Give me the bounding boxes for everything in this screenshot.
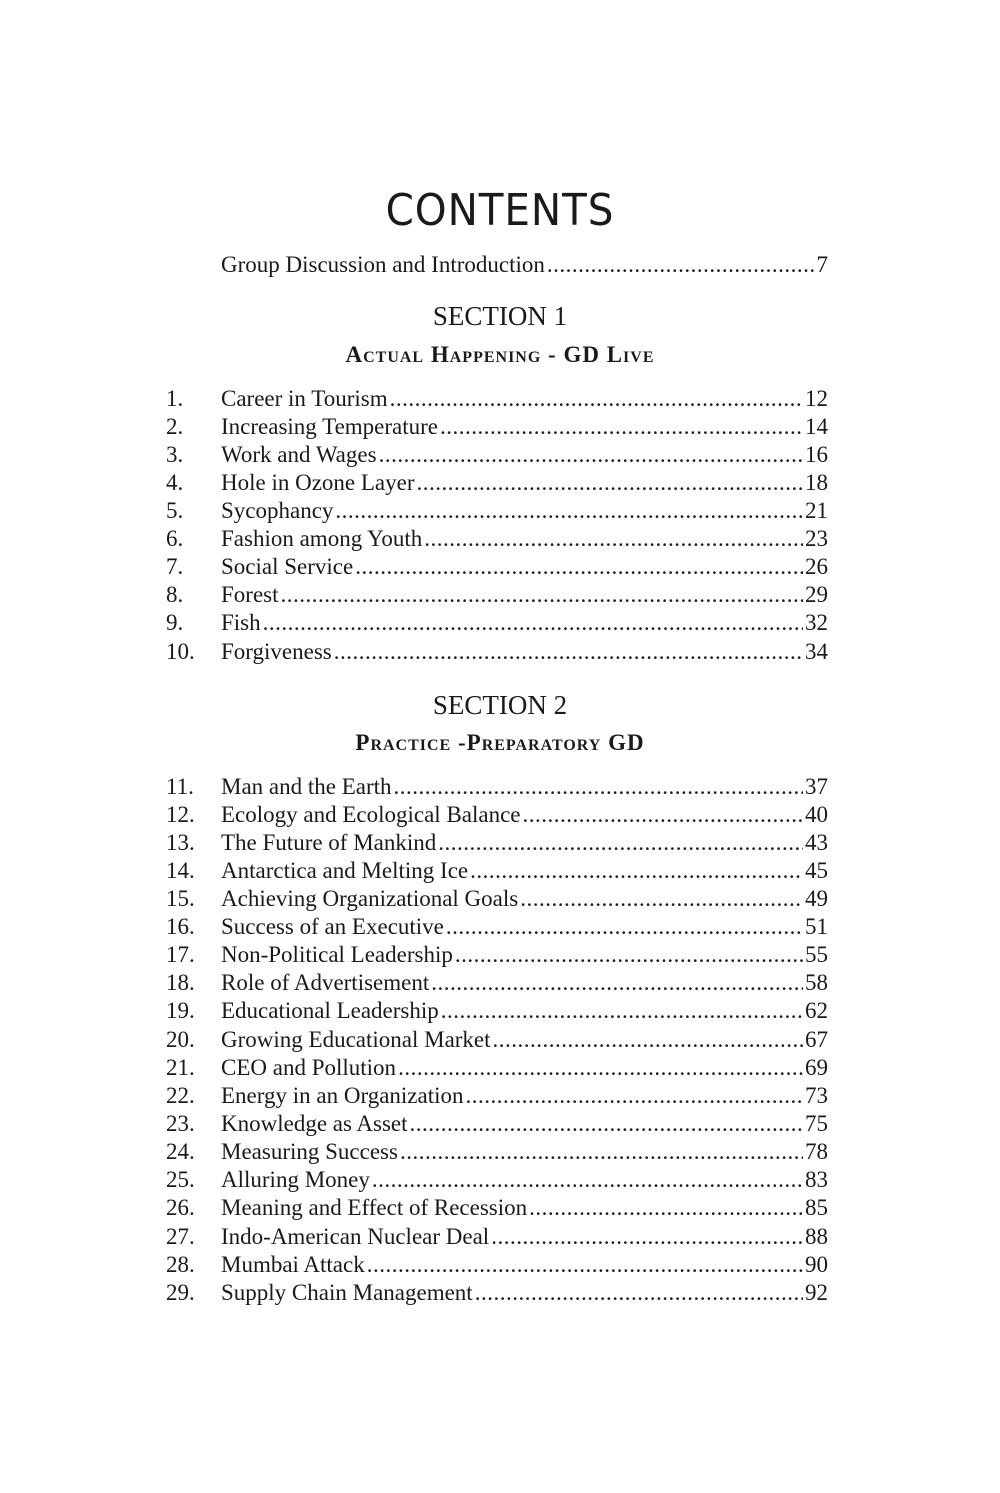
section-1-subheading: Actual Happening - GD Live — [345, 342, 655, 367]
dot-leader — [446, 913, 803, 941]
section-2-heading: SECTION 2 — [432, 690, 568, 720]
dot-leader — [390, 385, 803, 413]
dot-leader — [466, 1082, 804, 1110]
entry-page: 90 — [805, 1252, 828, 1277]
entry-number: 29. — [166, 1280, 195, 1305]
entry-number: 10. — [166, 639, 195, 664]
entry-title: Energy in an Organization — [221, 1083, 464, 1108]
entry-title: Increasing Temperature — [221, 414, 438, 439]
entry-page: 55 — [805, 942, 828, 967]
entry-title: Supply Chain Management — [221, 1280, 473, 1305]
entry-page: 73 — [805, 1083, 828, 1108]
entry-number: 25. — [166, 1167, 195, 1192]
entry-title: CEO and Pollution — [221, 1055, 397, 1080]
entry-number: 16. — [166, 914, 195, 939]
entry-number: 9. — [166, 610, 184, 635]
entry-number: 21. — [166, 1055, 195, 1080]
dot-leader — [431, 969, 803, 997]
toc-entry — [166, 997, 828, 1025]
toc-entry — [166, 829, 828, 857]
entry-page: 34 — [805, 639, 828, 664]
entry-page: 21 — [805, 498, 828, 523]
entry-number: 8. — [166, 582, 184, 607]
toc-entry — [166, 913, 828, 941]
dot-leader — [417, 469, 803, 497]
toc-entry — [166, 1082, 828, 1110]
entry-title: Ecology and Ecological Balance — [221, 802, 521, 827]
toc-entry — [166, 1251, 828, 1279]
dot-leader — [424, 525, 803, 553]
entry-title: Role of Advertisement — [221, 970, 430, 995]
dot-leader — [367, 1251, 803, 1279]
entry-page: 83 — [805, 1167, 828, 1192]
dot-leader — [400, 1138, 803, 1166]
entry-number: 1. — [166, 386, 184, 411]
toc-entry — [166, 1166, 828, 1194]
toc-entry — [166, 941, 828, 969]
dot-leader — [470, 857, 803, 885]
entry-number: 20. — [166, 1027, 195, 1052]
entry-title: Hole in Ozone Layer — [221, 470, 415, 495]
entry-page: 7 — [816, 252, 828, 277]
dot-leader — [491, 1223, 803, 1251]
entry-number: 24. — [166, 1139, 195, 1164]
dot-leader — [398, 1054, 803, 1082]
entry-page: 69 — [805, 1055, 828, 1080]
entry-page: 92 — [805, 1280, 828, 1305]
toc-entry — [166, 1138, 828, 1166]
entry-title: Forest — [221, 582, 279, 607]
entry-page: 49 — [805, 886, 828, 911]
entry-number: 6. — [166, 526, 184, 551]
dot-leader — [547, 251, 815, 279]
toc-entry — [166, 525, 828, 553]
toc-entry — [166, 553, 828, 581]
toc-entry — [166, 497, 828, 525]
entry-title: Indo-American Nuclear Deal — [221, 1224, 490, 1249]
entry-title: Mumbai Attack — [221, 1252, 365, 1277]
dot-leader — [394, 773, 803, 801]
dot-leader — [355, 553, 803, 581]
entry-number: 14. — [166, 858, 195, 883]
dot-leader — [520, 885, 803, 913]
entry-page: 26 — [805, 554, 828, 579]
toc-entry — [166, 441, 828, 469]
entry-page: 51 — [805, 914, 828, 939]
entry-number: 4. — [166, 470, 184, 495]
toc-entry — [166, 413, 828, 441]
dot-leader — [335, 497, 803, 525]
entry-number: 22. — [166, 1083, 195, 1108]
entry-title: Forgiveness — [221, 639, 332, 664]
entry-number: 13. — [166, 830, 195, 855]
toc-entry — [166, 1054, 828, 1082]
entry-title: Measuring Success — [221, 1139, 398, 1164]
entry-title: Growing Educational Market — [221, 1027, 491, 1052]
entry-page: 67 — [805, 1027, 828, 1052]
entry-number: 2. — [166, 414, 184, 439]
entry-number: 17. — [166, 942, 195, 967]
entry-page: 23 — [805, 526, 828, 551]
entry-title: Educational Leadership — [221, 998, 439, 1023]
dot-leader — [455, 941, 803, 969]
entry-page: 18 — [805, 470, 828, 495]
entry-number: 5. — [166, 498, 184, 523]
toc-entry — [166, 1279, 828, 1307]
dot-leader — [493, 1026, 803, 1054]
entry-page: 14 — [805, 414, 828, 439]
entry-number: 11. — [166, 774, 194, 799]
entry-title: Alluring Money — [221, 1167, 370, 1192]
dot-leader — [334, 638, 803, 666]
toc-entry — [166, 638, 828, 666]
toc-entry — [166, 885, 828, 913]
entry-title: The Future of Mankind — [221, 830, 437, 855]
dot-leader — [410, 1110, 803, 1138]
toc-entry — [166, 801, 828, 829]
entry-page: 58 — [805, 970, 828, 995]
entry-title: Sycophancy — [221, 498, 334, 523]
toc-entry — [166, 857, 828, 885]
toc-entry — [166, 773, 828, 801]
entry-page: 45 — [805, 858, 828, 883]
toc-entry-intro — [221, 251, 828, 279]
toc-entry — [166, 1026, 828, 1054]
entry-title: Work and Wages — [221, 442, 377, 467]
entry-title: Achieving Organizational Goals — [221, 886, 519, 911]
entry-page: 37 — [805, 774, 828, 799]
page-title: CONTENTS — [385, 185, 615, 236]
toc-entry — [166, 1223, 828, 1251]
entry-title: Non-Political Leadership — [221, 942, 453, 967]
entry-number: 15. — [166, 886, 195, 911]
toc-entry — [166, 469, 828, 497]
entry-page: 88 — [805, 1224, 828, 1249]
entry-number: 27. — [166, 1224, 195, 1249]
section-1-heading: SECTION 1 — [432, 301, 568, 331]
entry-page: 12 — [805, 386, 828, 411]
entry-title: Success of an Executive — [221, 914, 444, 939]
entry-title: Career in Tourism — [221, 386, 388, 411]
entry-number: 3. — [166, 442, 184, 467]
entry-page: 75 — [805, 1111, 828, 1136]
entry-page: 62 — [805, 998, 828, 1023]
entry-title: Fashion among Youth — [221, 526, 423, 551]
toc-entry — [166, 581, 828, 609]
entry-page: 29 — [805, 582, 828, 607]
entry-number: 12. — [166, 802, 195, 827]
entry-number: 19. — [166, 998, 195, 1023]
entry-title: Antarctica and Melting Ice — [221, 858, 469, 883]
toc-entry — [166, 609, 828, 637]
entry-title: Social Service — [221, 554, 354, 579]
entry-page: 43 — [805, 830, 828, 855]
dot-leader — [263, 609, 803, 637]
entry-page: 85 — [805, 1195, 828, 1220]
toc-entry — [166, 1194, 828, 1222]
entry-number: 7. — [166, 554, 184, 579]
dot-leader — [529, 1194, 803, 1222]
entry-title: Meaning and Effect of Recession — [221, 1195, 528, 1220]
dot-leader — [379, 441, 803, 469]
dot-leader — [438, 829, 803, 857]
dot-leader — [440, 413, 803, 441]
dot-leader — [372, 1166, 803, 1194]
entry-page: 32 — [805, 610, 828, 635]
entry-title: Knowledge as Asset — [221, 1111, 408, 1136]
dot-leader — [281, 581, 804, 609]
toc-entry — [166, 1110, 828, 1138]
entry-title: Man and the Earth — [221, 774, 392, 799]
dot-leader — [475, 1279, 803, 1307]
dot-leader — [441, 997, 803, 1025]
entry-number: 26. — [166, 1195, 195, 1220]
entry-page: 78 — [805, 1139, 828, 1164]
toc-entry — [166, 969, 828, 997]
section-2-subheading: Practice -Preparatory GD — [355, 730, 645, 755]
entry-title: Group Discussion and Introduction — [221, 252, 545, 277]
entry-number: 23. — [166, 1111, 195, 1136]
entry-number: 18. — [166, 970, 195, 995]
toc-entry — [166, 385, 828, 413]
entry-number: 28. — [166, 1252, 195, 1277]
dot-leader — [523, 801, 803, 829]
entry-page: 16 — [805, 442, 828, 467]
entry-page: 40 — [805, 802, 828, 827]
entry-title: Fish — [221, 610, 261, 635]
